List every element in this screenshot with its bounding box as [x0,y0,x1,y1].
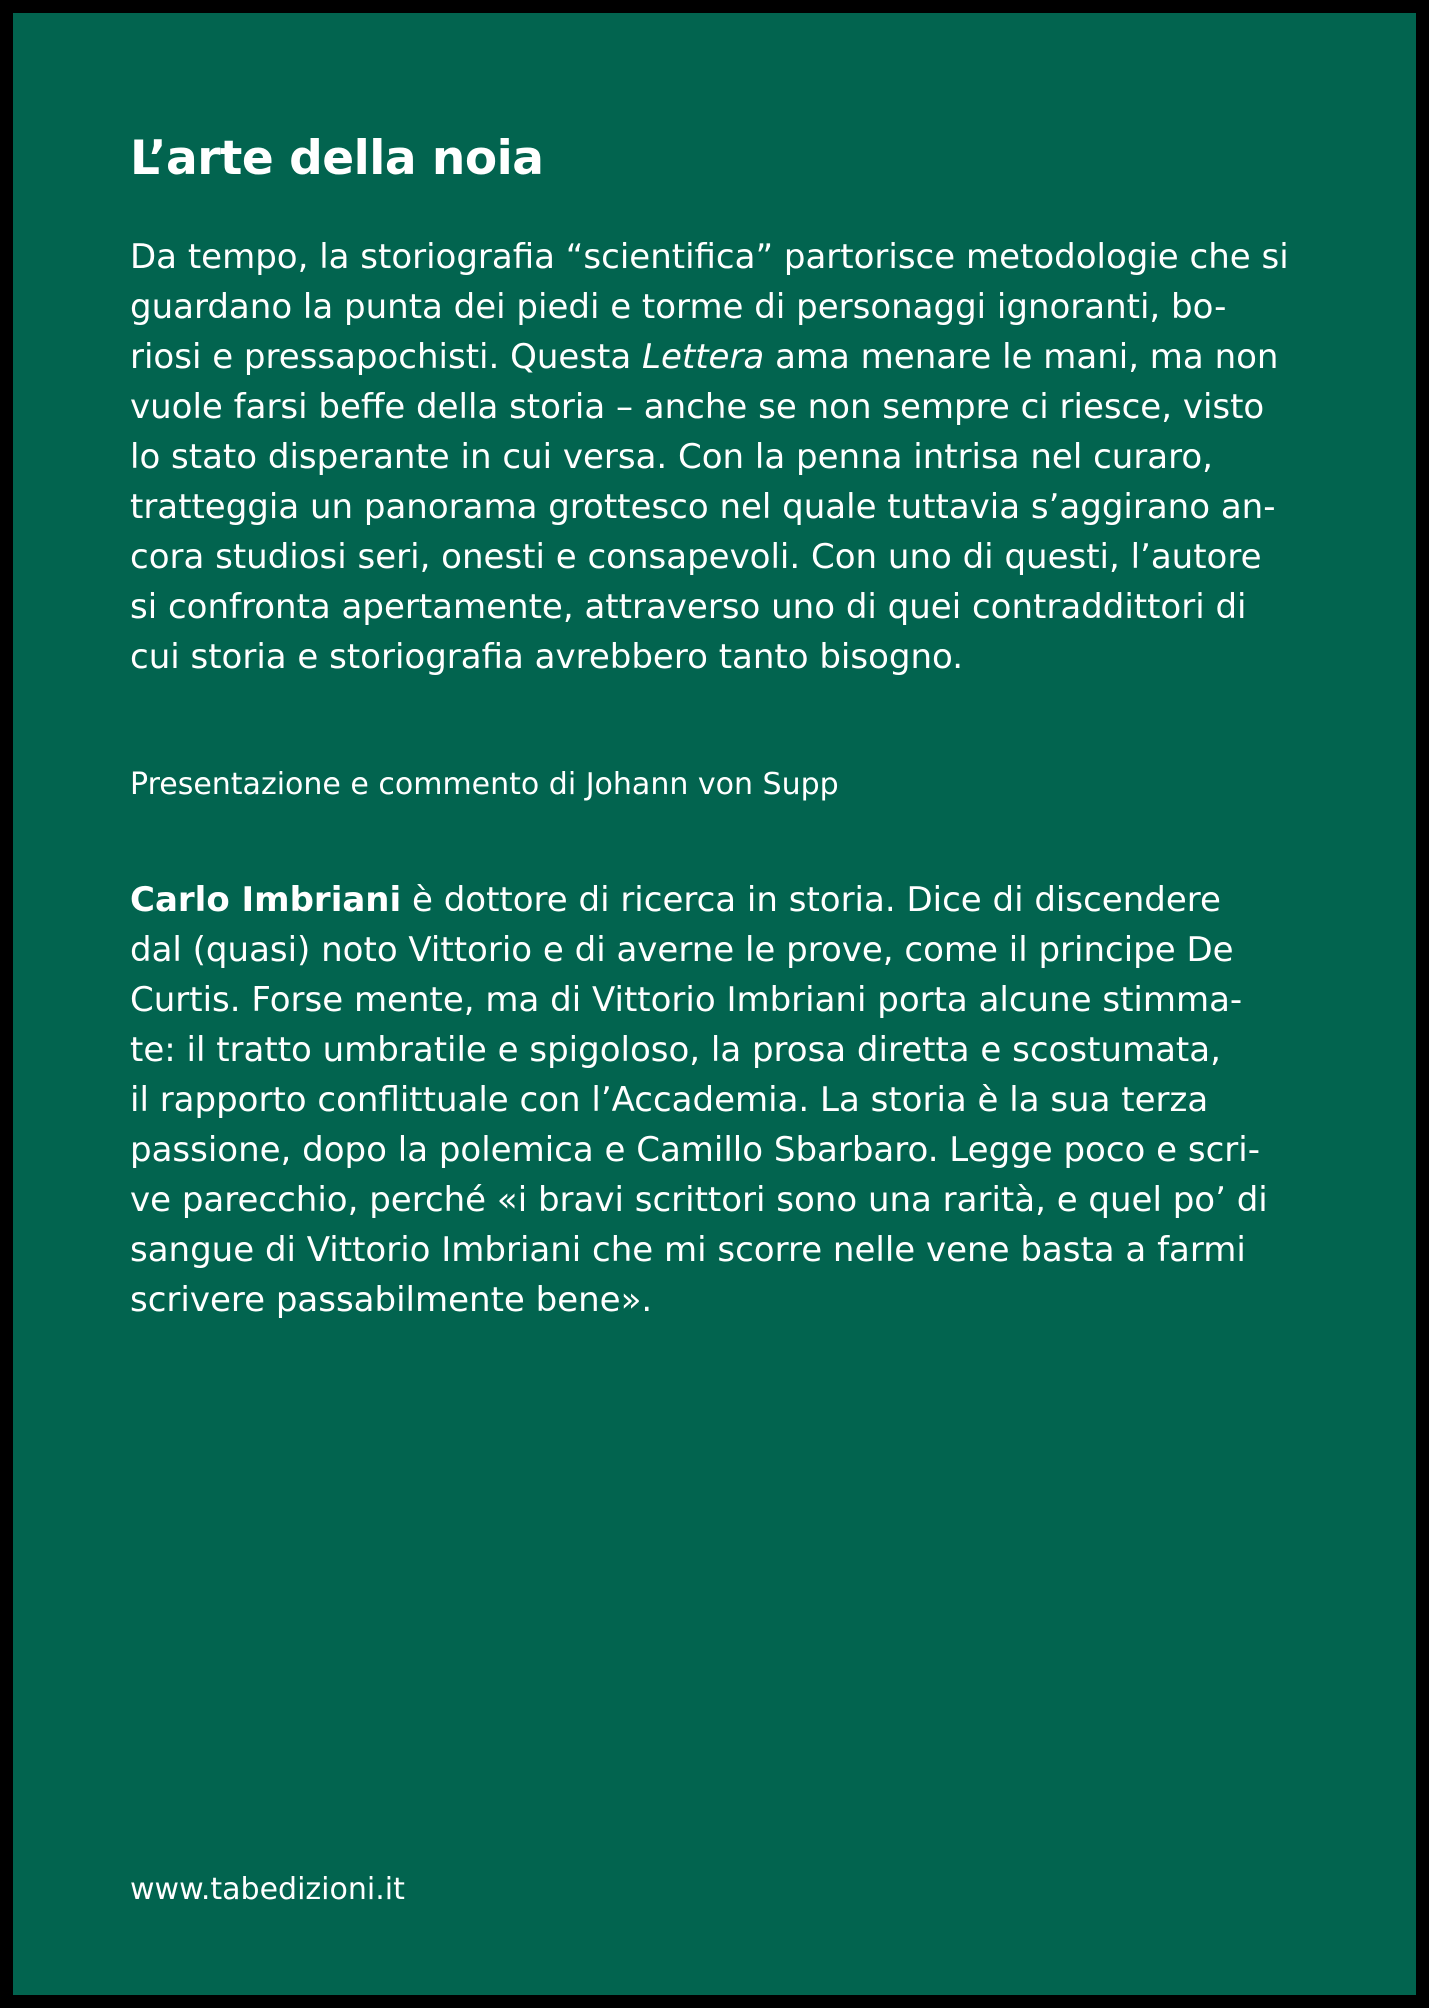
blurb-line: si confronta apertamente, attraverso uno di quei contraddittori di [130,587,1247,627]
blurb-line: lo stato disperante in cui versa. Con la penna intrisa nel curaro, [130,437,1213,477]
bio-line [130,875,1360,925]
blurb-line: guardano la punta dei piedi e torme di personaggi ignoranti, bo- [130,287,1227,327]
bio-line: Curtis. Forse mente, ma di Vittorio Imbriani porta alcune stimma- [130,980,1243,1020]
bio-line: il rapporto conflittuale con l’Accademia. La storia è la sua terza [130,1080,1209,1120]
publisher-website: www.tabedizioni.it [130,1872,405,1907]
bio-text: è dottore di ricerca in storia. Dice di discendere [401,880,1221,920]
bio-line: dal (quasi) noto Vittorio e di averne le prove, come il principe De [130,930,1234,970]
book-title: L’arte della noia [130,131,544,186]
author-name: Carlo Imbriani [130,880,402,920]
blurb-text: riosi e pressapochisti. Questa [130,337,643,377]
blurb-line: vuole farsi beffe della storia – anche se non sempre ci riesce, visto [130,387,1265,427]
blurb-text: ama menare le mani, ma non [764,337,1279,377]
bio-line: te: il tratto umbratile e spigoloso, la prosa diretta e scostumata, [130,1030,1221,1070]
book-blurb [130,232,1360,682]
bio-line: ve parecchio, perché «i bravi scrittori sono una rarità, e quel po’ di [130,1180,1268,1220]
blurb-line: tratteggia un panorama grottesco nel quale tuttavia s’aggirano an- [130,487,1276,527]
book-name-italic: Lettera [642,337,765,377]
blurb-line: cora studiosi seri, onesti e consapevoli. Con uno di questi, l’autore [130,537,1262,577]
blurb-line [130,332,1360,382]
bio-line: scrivere passabilmente bene». [130,1280,653,1320]
blurb-line: Da tempo, la storiografia “scientifica” partorisce metodologie che si [130,237,1289,277]
book-back-cover [13,13,1416,1995]
bio-line: passione, dopo la polemica e Camillo Sbarbaro. Legge poco e scri- [130,1130,1260,1170]
presentation-credit: Presentazione e commento di Johann von Supp [130,767,839,802]
author-bio [130,875,1360,1325]
blurb-line: cui storia e storiografia avrebbero tanto bisogno. [130,637,964,677]
bio-line: sangue di Vittorio Imbriani che mi scorre nelle vene basta a farmi [130,1230,1246,1270]
